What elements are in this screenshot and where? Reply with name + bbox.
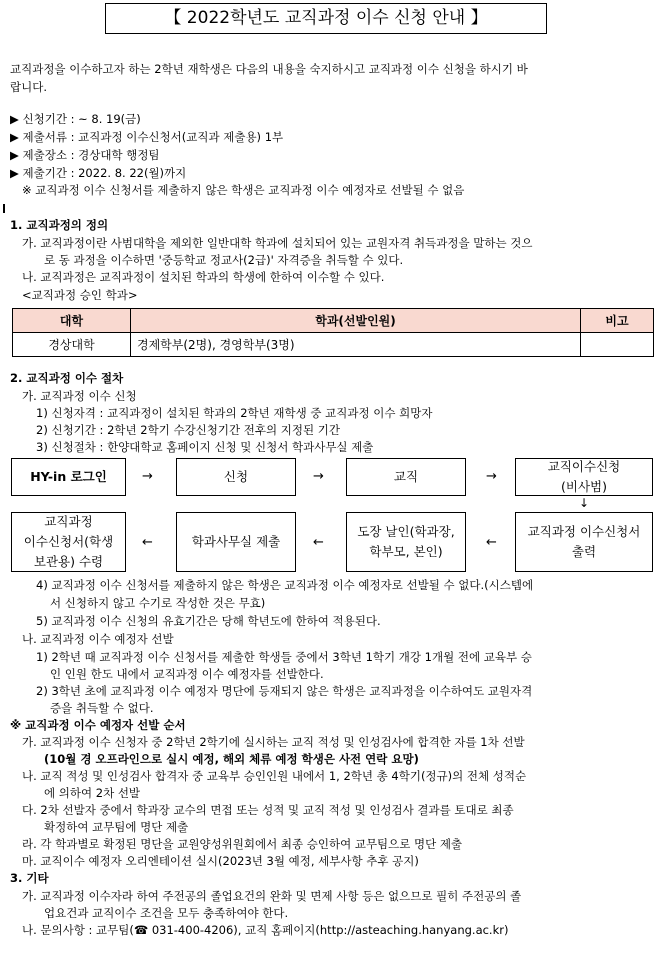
selection-ma: 마. 교직이수 예정자 오리엔테이션 실시(2023년 3월 예정, 세부사항 추후 공지)	[22, 854, 419, 868]
flow-arrow-right: →	[486, 469, 497, 484]
cell-department: 경제학부(2명), 경영학부(3명)	[131, 333, 581, 357]
flow-step-teaching: 교직	[346, 458, 466, 496]
sec2-item-5: 5) 교직과정 이수 신청의 유효기간은 당해 학년도에 한하여 적용된다.	[36, 614, 381, 628]
margin-bar	[3, 204, 5, 213]
sec3-ga-line-2: 업요건과 교직이수 조건을 모두 충족하여야 한다.	[44, 906, 289, 920]
approval-label: <교직과정 승인 학과>	[22, 288, 138, 302]
flow-step-teaching-apply: 교직이수신청 (비사범)	[515, 458, 653, 496]
sec1-ga-line-2: 로 동 과정을 이수하면 '중등학교 정교사(2급)' 자격증을 취득할 수 있다.	[44, 253, 404, 267]
sec2-ga: 가. 교직과정 이수 신청	[22, 389, 137, 403]
selection-ga-line-1: 가. 교직과정 이수 신청자 중 2학년 2학기에 실시하는 교직 적성 및 인성검사에 합격한 자를 1차 선발	[22, 735, 525, 749]
sec2-na-1-line-2: 인 인원 한도 내에서 교직과정 이수 예정자를 선발한다.	[50, 667, 324, 681]
selection-heading: ※ 교직과정 이수 예정자 선발 순서	[10, 718, 186, 732]
sec2-na: 나. 교직과정 이수 예정자 선발	[22, 632, 174, 646]
flow-arrow-right: →	[142, 469, 153, 484]
sec2-item-4-line-2: 서 신청하지 않고 수기로 작성한 것은 무효)	[50, 596, 266, 610]
flow-arrow-left: ←	[486, 535, 497, 550]
section-2-heading: 2. 교직과정 이수 절차	[10, 371, 124, 385]
selection-na-line-2: 에 의하여 2차 선발	[44, 786, 141, 800]
sec3-ga-line-1: 가. 교직과정 이수자라 하여 주전공의 졸업요건의 완화 및 면제 사항 등은 없으므로 필히 주전공의 졸	[22, 889, 522, 903]
sec2-item-2: 2) 신청기간 : 2학년 2학기 수강신청기간 전후의 지정된 기간	[36, 423, 340, 437]
sec2-na-2-line-1: 2) 3학년 초에 교직과정 이수 예정자 명단에 등재되지 않은 학생은 교직과정을 이수하여도 교원자격	[36, 684, 533, 698]
intro-line-2: 랍니다.	[10, 80, 47, 94]
table-row	[13, 333, 654, 357]
section-3-heading: 3. 기타	[10, 871, 49, 885]
cell-note	[581, 333, 654, 357]
summary-period: ▶ 신청기간 : ~ 8. 19(금)	[10, 112, 141, 126]
sec2-item-4-line-1: 4) 교직과정 이수 신청서를 제출하지 않은 학생은 교직과정 이수 예정자로 선발될 수 없다.(시스템에	[36, 578, 534, 592]
flow-step-submit-office: 학과사무실 제출	[176, 512, 296, 572]
flow-arrow-left: ←	[313, 535, 324, 550]
selection-na-line-1: 나. 교직 적성 및 인성검사 합격자 중 교육부 승인인원 내에서 1, 2학년 총 4학기(정규)의 전체 성적순	[22, 769, 527, 783]
summary-place: ▶ 제출장소 : 경상대학 행정팀	[10, 148, 160, 162]
approved-departments-table	[12, 308, 654, 357]
flow-arrow-down: ↓	[579, 496, 590, 510]
table-header-row	[13, 309, 654, 333]
sec1-ga-line-1: 가. 교직과정이란 사범대학을 제외한 일반대학 학과에 설치되어 있는 교원자격 취득과정을 말하는 것으	[22, 236, 533, 250]
sec2-na-2-line-2: 증을 취득할 수 없다.	[50, 701, 154, 715]
flow-step-receive: 교직과정 이수신청서(학생 보관용) 수령	[11, 512, 126, 572]
selection-ga-line-2: (10월 경 오프라인으로 실시 예정, 해외 체류 예정 학생은 사전 연락 요망)	[44, 752, 419, 766]
flow-step-print: 교직과정 이수신청서 출력	[515, 512, 653, 572]
notice-text: ※ 교직과정 이수 신청서를 제출하지 않은 학생은 교직과정 이수 예정자로 선발될 수 없음	[22, 183, 465, 197]
sec1-na: 나. 교직과정은 교직과정이 설치된 학과의 학생에 한하여 이수할 수 있다.	[22, 270, 385, 284]
header-college: 대학	[13, 309, 131, 333]
flow-arrow-left: ←	[142, 535, 153, 550]
header-note: 비고	[581, 309, 654, 333]
page-title: 【 2022학년도 교직과정 이수 신청 안내 】	[105, 3, 547, 34]
selection-da-line-1: 다. 2차 선발자 중에서 학과장 교수의 면접 또는 성적 및 교직 적성 및 인성검사 결과를 토대로 최종	[22, 803, 514, 817]
sec2-item-3: 3) 신청절차 : 한양대학교 홈페이지 신청 및 신청서 학과사무실 제출	[36, 440, 374, 454]
summary-documents: ▶ 제출서류 : 교직과정 이수신청서(교직과 제출용) 1부	[10, 130, 284, 144]
header-department: 학과(선발인원)	[131, 309, 581, 333]
flow-step-apply: 신청	[176, 458, 296, 496]
sec3-na-contact: 나. 문의사항 : 교무팀(☎ 031-400-4206), 교직 홈페이지(http://asteaching.hanyang.ac.kr)	[22, 923, 509, 937]
cell-college: 경상대학	[13, 333, 131, 357]
summary-deadline: ▶ 제출기간 : 2022. 8. 22(월)까지	[10, 166, 187, 180]
flow-step-login: HY-in 로그인	[11, 458, 126, 496]
flow-arrow-right: →	[313, 469, 324, 484]
sec2-item-1: 1) 신청자격 : 교직과정이 설치된 학과의 2학년 재학생 중 교직과정 이수 희망자	[36, 406, 433, 420]
section-1-heading: 1. 교직과정의 정의	[10, 218, 109, 232]
selection-ra: 라. 각 학과별로 확정된 명단을 교원양성위원회에서 최종 승인하여 교무팀으로 명단 제출	[22, 837, 463, 851]
sec2-na-1-line-1: 1) 2학년 때 교직과정 이수 신청서를 제출한 학생들 중에서 3학년 1학기 개강 1개월 전에 교육부 승	[36, 650, 532, 664]
flow-step-seal: 도장 날인(학과장, 학부모, 본인)	[346, 512, 466, 572]
selection-da-line-2: 확정하여 교무팀에 명단 제출	[44, 820, 189, 834]
intro-line-1: 교직과정을 이수하고자 하는 2학년 재학생은 다음의 내용을 숙지하시고 교직과정 이수 신청을 하시기 바	[10, 62, 528, 76]
